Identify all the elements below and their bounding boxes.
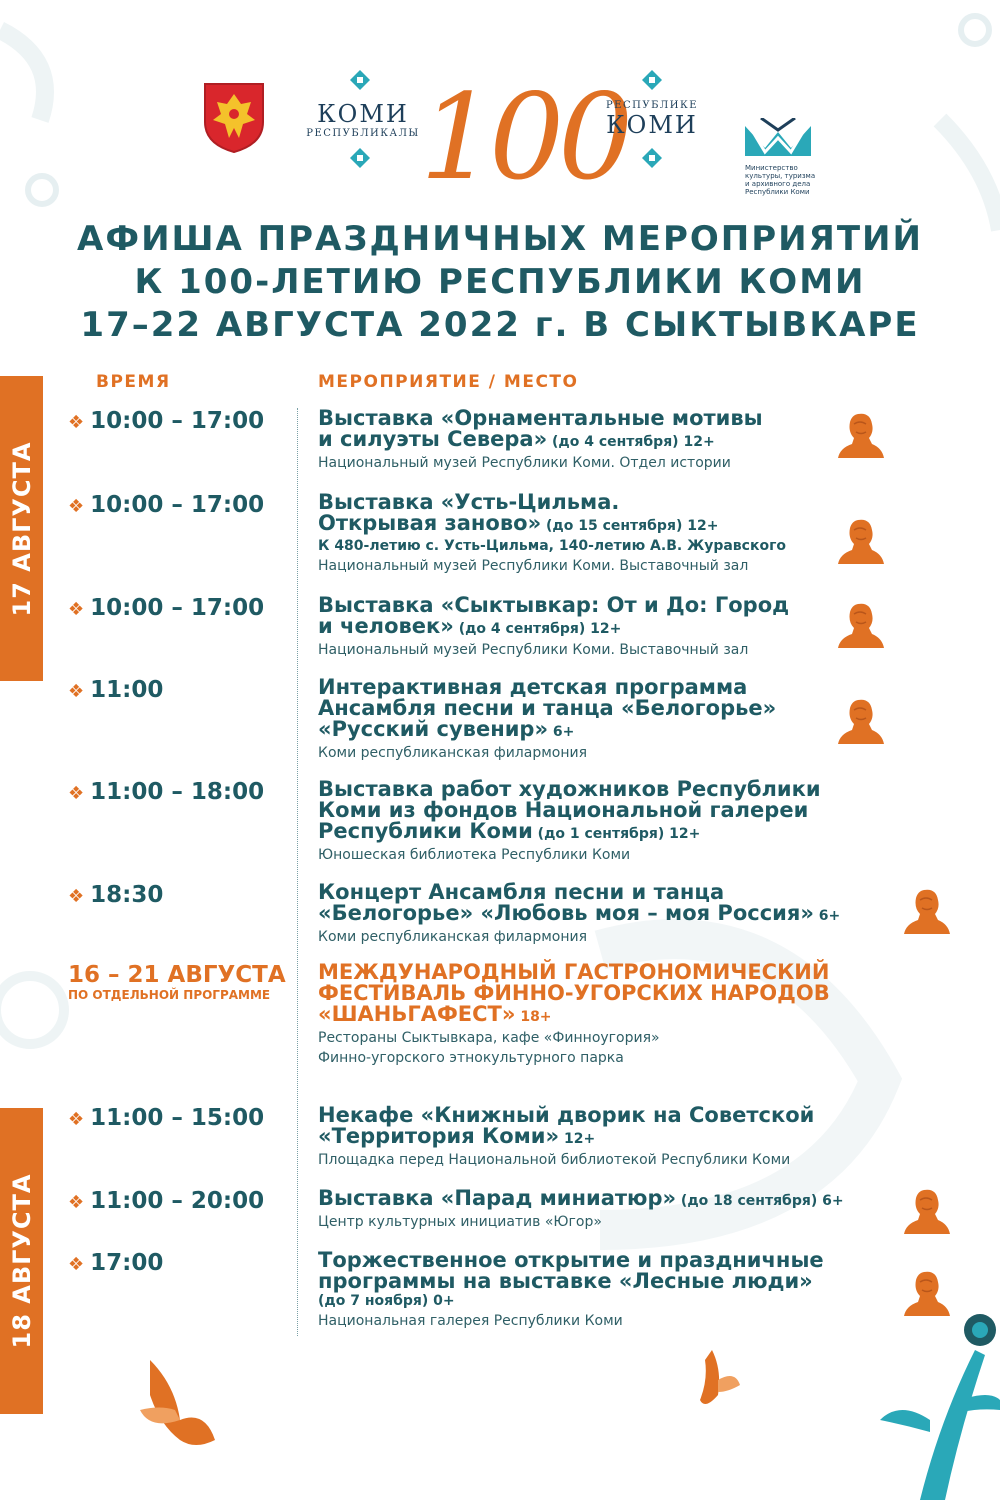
event-time [68, 677, 163, 703]
ornament-icon: ❖ [68, 1254, 85, 1275]
event-time-text: 18:30 [90, 882, 164, 908]
event-title-line [318, 677, 898, 698]
ornament-icon: ❖ [68, 1192, 85, 1213]
coat-of-arms-icon [203, 82, 265, 154]
event-title-text: Коми из фондов Национальной галереи [318, 798, 809, 822]
event-details [318, 882, 898, 947]
event-venue: Национальный музей Республики Коми. Выставочный зал [318, 558, 749, 574]
event-details [318, 492, 898, 576]
event-title-line [318, 1271, 898, 1292]
event-venue: Коми республиканская филармония [318, 745, 588, 761]
pushkin-card-icon [836, 696, 886, 746]
event-time [68, 408, 264, 434]
header [0, 40, 1000, 206]
event-time-text: 10:00 – 17:00 [90, 408, 265, 434]
event-title-line [318, 903, 898, 927]
event-title-line [318, 983, 898, 1004]
event-title-line [318, 492, 898, 513]
event-details [318, 779, 898, 865]
ministry-line: культуры, туризма [745, 172, 816, 180]
ministry-line: Республики Коми [745, 188, 810, 196]
ornament-icon: ❖ [68, 599, 85, 620]
date-label: 17 АВГУСТА [7, 441, 36, 616]
event-time-text: 10:00 – 17:00 [90, 595, 265, 621]
event-title-text: Выставка «Сыктывкар: От и До: Город [318, 593, 790, 617]
event-age-note: (до 4 сентября) 12+ [547, 434, 715, 450]
event-venue: Национальный музей Республики Коми. Выставочный зал [318, 642, 749, 658]
event-age-note: 6+ [813, 908, 841, 924]
column-divider [297, 408, 298, 1336]
event-age-note: 12+ [559, 1131, 596, 1147]
event-title-line [318, 1250, 898, 1271]
event-title-line [318, 962, 898, 983]
event-details [318, 1250, 898, 1331]
event-title-line [318, 1105, 898, 1126]
event-title-line [318, 616, 898, 640]
pushkin-card-icon [902, 1186, 952, 1236]
event-subtitle: К 480-летию с. Усть-Цильма, 140-летию А.В. Журавского [318, 538, 787, 554]
date-tab-18-august [0, 1108, 43, 1414]
event-title-text: МЕЖДУНАРОДНЫЙ ГАСТРОНОМИЧЕСКИЙ [318, 960, 830, 984]
event-age-note: (до 7 ноября) 0+ [318, 1293, 455, 1309]
komi-right-label: КОМИ [606, 111, 698, 139]
event-time-text: 10:00 – 17:00 [90, 492, 265, 518]
event-title-line [318, 719, 898, 743]
respublikaly-label: РЕСПУБЛИКАЛЫ [306, 128, 420, 139]
event-details [318, 595, 898, 660]
event-venue: Национальная галерея Республики Коми [318, 1313, 623, 1329]
event-title-line [318, 882, 898, 903]
event-time-text: 11:00 – 20:00 [90, 1188, 265, 1214]
ornament-icon: ❖ [68, 886, 85, 907]
event-title-line [318, 1188, 898, 1212]
event-venue: Рестораны Сыктывкара, кафе «Финноугория» [318, 1030, 660, 1046]
pushkin-card-icon [902, 1268, 952, 1318]
event-title-line [318, 821, 898, 845]
event-title-text: Концерт Ансамбля песни и танца [318, 880, 725, 904]
event-time [68, 492, 264, 518]
event-venue: Юношеская библиотека Республики Коми [318, 847, 631, 863]
event-title-text: Некафе «Книжный дворик на Советской [318, 1103, 815, 1127]
title-line: 17–22 АВГУСТА 2022 г. В СЫКТЫВКАРЕ [80, 305, 920, 345]
event-age-note: 6+ [548, 724, 575, 740]
event-title-text: программы на выставке «Лесные люди» [318, 1269, 813, 1293]
komi-left-label: КОМИ [317, 100, 409, 128]
diamond-ornament-icon [350, 70, 370, 90]
event-venue: Центр культурных инициатив «Югор» [318, 1214, 602, 1230]
komi-respublikaly-logo [303, 100, 423, 139]
event-title-line [318, 800, 898, 821]
diamond-ornament-icon [642, 70, 662, 90]
date-tab-17-august [0, 376, 43, 681]
column-header-time: ВРЕМЯ [96, 372, 171, 392]
bird-ornament [140, 1350, 740, 1445]
ornament-icon: ❖ [68, 783, 85, 804]
event-age-note: (до 1 сентября) 12+ [532, 826, 701, 842]
event-time-text: 17:00 [90, 1250, 164, 1276]
event-title-text: Выставка «Парад миниатюр» [318, 1186, 677, 1210]
event-title-text: Ансамбля песни и танца «Белогорье» [318, 696, 777, 720]
title-line: К 100-ЛЕТИЮ РЕСПУБЛИКИ КОМИ [134, 262, 866, 302]
ministry-line: Министерство [745, 164, 798, 172]
event-time-text: 11:00 – 15:00 [90, 1105, 265, 1131]
ornament-icon: ❖ [68, 1109, 85, 1130]
title-line: АФИША ПРАЗДНИЧНЫХ МЕРОПРИЯТИЙ [77, 219, 923, 259]
event-age-note: (до 4 сентября) 12+ [453, 621, 622, 637]
event-title-text: ФЕСТИВАЛЬ ФИННО-УГОРСКИХ НАРОДОВ [318, 981, 830, 1005]
event-title-line [318, 1126, 898, 1150]
ministry-emblem-icon [745, 118, 811, 156]
event-title-text: Выставка работ художников Республики [318, 777, 821, 801]
event-title-text: «Белогорье» «Любовь моя – моя Россия» [318, 901, 814, 925]
event-details [318, 677, 898, 763]
event-details [318, 1188, 898, 1232]
event-time-note: ПО ОТДЕЛЬНОЙ ПРОГРАММЕ [68, 988, 271, 1002]
event-details [318, 962, 898, 1068]
event-time [68, 595, 264, 621]
pushkin-card-icon [902, 886, 952, 936]
centenary-number: 100 [420, 68, 628, 206]
event-title-text: «Территория Коми» [318, 1124, 560, 1148]
event-title-text: Выставка «Усть-Цильма. [318, 490, 620, 514]
event-title-line [318, 779, 898, 800]
event-age-note: (до 18 сентября) 6+ [676, 1193, 844, 1209]
event-age-note: 18+ [515, 1009, 552, 1025]
event-title-line [318, 429, 898, 453]
event-venue: Национальный музей Республики Коми. Отдел истории [318, 455, 731, 471]
respublike-komi-logo [592, 100, 712, 139]
event-time [68, 1105, 264, 1131]
event-time [68, 962, 286, 988]
pushkin-card-icon [836, 600, 886, 650]
event-title-text: Выставка «Орнаментальные мотивы [318, 406, 763, 430]
event-title-line [318, 408, 898, 429]
diamond-ornament-icon [642, 148, 662, 168]
event-title-text: Торжественное открытие и праздничные [318, 1248, 824, 1272]
event-title-line [318, 513, 898, 537]
event-title-text: Республики Коми [318, 819, 533, 843]
event-details [318, 408, 898, 473]
teal-flower-ornament [880, 1314, 1000, 1500]
event-venue: Финно-угорского этнокультурного парка [318, 1050, 624, 1066]
ornament-icon: ❖ [68, 681, 85, 702]
pushkin-card-icon [836, 410, 886, 460]
event-time-text: 16 – 21 АВГУСТА [68, 962, 286, 988]
ornament-icon: ❖ [68, 496, 85, 517]
event-title-text: Интерактивная детская программа [318, 675, 748, 699]
diamond-ornament-icon [350, 148, 370, 168]
page-title [0, 218, 1000, 347]
event-title-text: и силуэты Севера» [318, 427, 548, 451]
ministry-logo [745, 118, 825, 196]
event-time [68, 882, 163, 908]
respublike-label: РЕСПУБЛИКЕ [605, 100, 699, 111]
event-title-line [318, 698, 898, 719]
event-title-line [318, 1004, 898, 1028]
event-venue: Площадка перед Национальной библиотекой Республики Коми [318, 1152, 791, 1168]
event-time [68, 779, 264, 805]
date-label: 18 АВГУСТА [7, 1173, 36, 1349]
event-time-text: 11:00 [90, 677, 164, 703]
event-time [68, 1250, 163, 1276]
event-time [68, 1188, 264, 1214]
event-age-note: (до 15 сентября) 12+ [541, 518, 719, 534]
ministry-line: и архивного дела [745, 180, 811, 188]
event-title-text: «ШАНЬГАФЕСТ» [318, 1002, 516, 1026]
event-details [318, 1105, 898, 1170]
ornament-icon: ❖ [68, 412, 85, 433]
event-title-line [318, 595, 898, 616]
event-time-text: 11:00 – 18:00 [90, 779, 265, 805]
event-title-text: «Русский сувенир» [318, 717, 549, 741]
column-header-event: МЕРОПРИЯТИЕ / МЕСТО [318, 372, 579, 392]
event-venue: Коми республиканская филармония [318, 929, 588, 945]
pushkin-card-icon [836, 516, 886, 566]
event-title-text: и человек» [318, 614, 454, 638]
event-title-text: Открывая заново» [318, 511, 542, 535]
